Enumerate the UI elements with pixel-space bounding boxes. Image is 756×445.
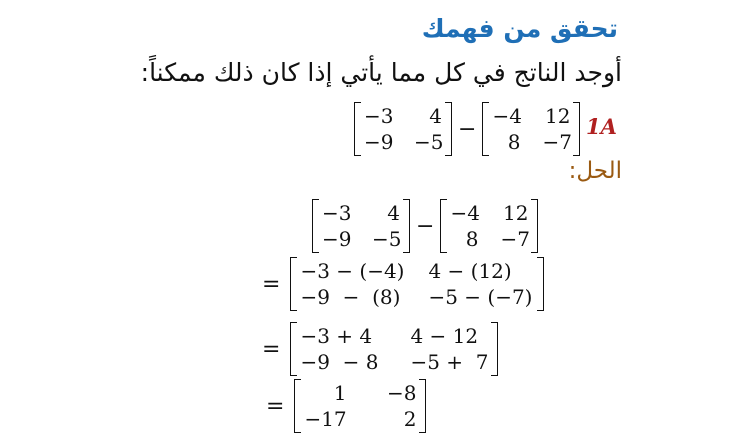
matrix-cell: −17	[304, 407, 347, 431]
matrix-cell: 8	[465, 227, 479, 251]
matrix-cell: −5 + 7	[410, 350, 489, 374]
matrix-cell: −7	[542, 130, 572, 154]
matrix-cell: 4 − 12	[410, 324, 479, 348]
matrix-cell: −3 − (−4)	[300, 259, 405, 283]
matrix-cell: −9	[364, 130, 394, 154]
matrix-cell: −3	[364, 104, 394, 128]
matrix-cell: 1	[333, 381, 347, 405]
matrix-cell: −8	[386, 381, 417, 405]
matrix-cell: −5	[414, 130, 444, 154]
matrix-cell: −3	[322, 201, 352, 225]
solution-step-1	[312, 199, 538, 253]
problem-number: 1A	[586, 114, 617, 139]
section-heading: تحقق من فهمك	[421, 14, 618, 43]
matrix-cell: 4	[429, 104, 442, 128]
instruction-text: أوجد الناتج في كل مما يأتي إذا كان ذلك ممكناً:	[140, 58, 622, 87]
expanded-matrix	[290, 322, 498, 376]
matrix-cell: −5	[372, 227, 402, 251]
matrix-cell: −5 − (−7)	[428, 285, 533, 309]
solution-label: الحل:	[568, 158, 622, 184]
solution-step-3	[262, 322, 498, 376]
matrix-cell: −7	[500, 227, 530, 251]
matrix-cell: −4	[450, 201, 480, 225]
minus-operator: −	[458, 116, 477, 142]
solution-step-2	[262, 257, 544, 311]
matrix-cell: 8	[507, 130, 521, 154]
matrix-cell: 2	[403, 407, 417, 431]
difference-matrix	[290, 257, 544, 311]
solution-matrix-b	[440, 199, 538, 253]
equals-sign: =	[266, 393, 285, 419]
problem-matrix-b	[482, 102, 580, 156]
matrix-cell: −9	[322, 227, 352, 251]
result-matrix	[294, 379, 426, 433]
minus-operator: −	[416, 213, 435, 239]
matrix-cell: 12	[544, 104, 571, 128]
solution-step-4	[266, 379, 426, 433]
equals-sign: =	[262, 336, 281, 362]
matrix-cell: −4	[492, 104, 522, 128]
matrix-cell: −9 − (8)	[300, 285, 401, 309]
problem-matrix-a	[354, 102, 452, 156]
matrix-cell: 12	[502, 201, 529, 225]
matrix-cell: 4	[387, 201, 400, 225]
matrix-cell: −9 − 8	[300, 350, 379, 374]
problem-expression	[354, 102, 580, 156]
matrix-cell: −3 + 4	[300, 324, 373, 348]
equals-sign: =	[262, 271, 281, 297]
solution-matrix-a	[312, 199, 410, 253]
matrix-cell: 4 − (12)	[428, 259, 512, 283]
